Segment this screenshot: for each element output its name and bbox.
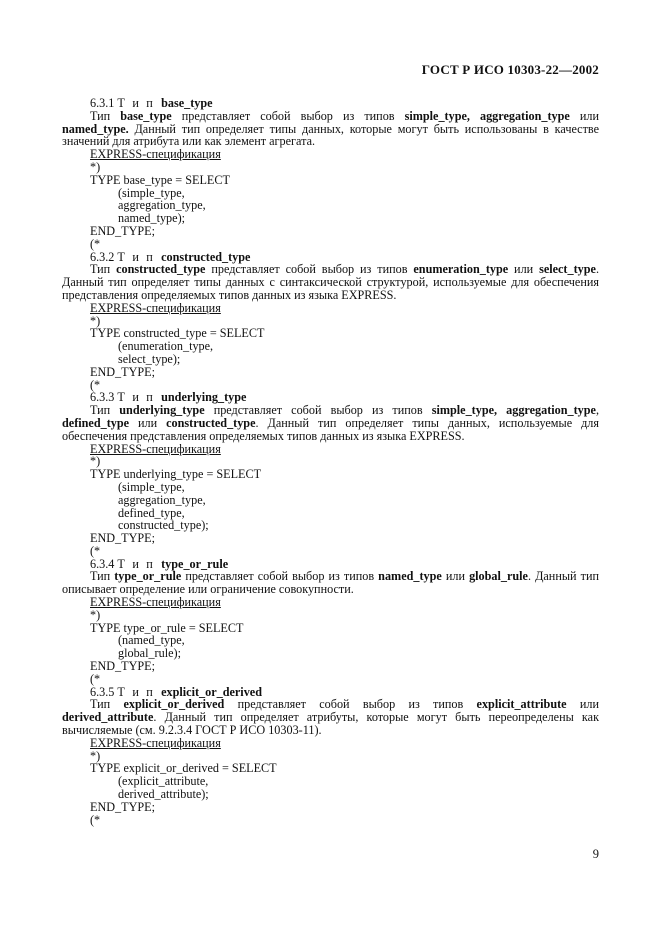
term: named_type. [62, 121, 129, 136]
term: simple_type, aggregation_type [404, 108, 570, 123]
express-spec-label: EXPRESS-спецификация [90, 441, 221, 456]
section-number: 6.3.1 [90, 96, 118, 110]
term: constructed_type [166, 415, 256, 430]
text-run: Тип [90, 697, 124, 712]
code-select-item: (enumeration_type, [118, 339, 214, 354]
section-type-word: Т и п [117, 390, 156, 405]
code-comment-end: *) [90, 454, 101, 469]
text-run: Тип [90, 569, 115, 584]
section-type-word: Т и п [117, 249, 156, 264]
section-6-3-4 [62, 558, 599, 686]
code-select-item: select_type); [118, 351, 181, 366]
term: constructed_type [116, 262, 206, 277]
section-type-name: explicit_or_derived [161, 684, 262, 699]
code-select-item: aggregation_type, [118, 492, 206, 507]
code-select-item: constructed_type); [118, 518, 209, 533]
code-comment-end: *) [90, 313, 101, 328]
text-run: или [569, 108, 599, 123]
text-run: , [595, 403, 600, 418]
spec-label-line [62, 302, 599, 315]
section-number: 6.3.2 [90, 249, 118, 264]
text-run: . Данный тип определяет типы данных, используемые для обеспечения представления определяемых типов данных из языка EXPRESS. [62, 415, 599, 443]
code-end-type: END_TYPE; [90, 364, 155, 379]
term: select_type [539, 262, 596, 277]
term: explicit_or_derived [123, 697, 225, 712]
section-type-word: Т и п [117, 96, 156, 110]
code-select-item: derived_attribute); [118, 787, 209, 802]
code-type-decl: TYPE base_type = SELECT [90, 172, 230, 187]
code-type-decl: TYPE underlying_type = SELECT [90, 467, 262, 482]
term: named_type [378, 569, 442, 584]
express-spec-label: EXPRESS-спецификация [90, 300, 221, 315]
term: enumeration_type [413, 262, 509, 277]
code-end-type: END_TYPE; [90, 223, 155, 238]
spec-label-line [62, 737, 599, 750]
text-run: . Данный тип определяет типы данных с синтаксической структурой, используемые для обеспечения представления определяемых типов данных из языка EXPRESS. [62, 262, 599, 302]
document-header: ГОСТ Р ИСО 10303-22—2002 [421, 62, 599, 77]
text-run: представляет собой выбор из типов [204, 403, 432, 418]
text-run: представляет собой выбор из типов [224, 697, 477, 712]
section-description [62, 404, 599, 442]
code-select-item: aggregation_type, [118, 198, 206, 213]
text-run: или [441, 569, 470, 584]
code-end-type: END_TYPE; [90, 659, 155, 674]
text-run: Данный тип определяет типы данных, которые могут быть использованы в качестве значений для атрибута или как элемент агрегата. [62, 121, 599, 149]
code-comment-end: *) [90, 607, 101, 622]
text-run: Тип [90, 403, 120, 418]
term: type_or_rule [114, 569, 182, 584]
code-end-type: END_TYPE; [90, 531, 155, 546]
spec-label-line [62, 443, 599, 456]
term: derived_attribute [62, 710, 154, 725]
section-type-word: Т и п [117, 556, 156, 571]
code-comment-start: (* [90, 236, 101, 251]
section-description [62, 110, 599, 148]
text-run: . Данный тип описывает определение или ограничение совокупности. [62, 569, 599, 597]
term: base_type [120, 108, 172, 123]
section-number: 6.3.4 [90, 556, 118, 571]
text-run: представляет собой выбор из типов [171, 108, 405, 123]
term: explicit_attribute [476, 697, 567, 712]
section-6-3-2 [62, 251, 599, 392]
code-select-item: (explicit_attribute, [118, 774, 209, 789]
code-comment-end: *) [90, 159, 101, 174]
text-run: . Данный тип определяет атрибуты, которые могут быть переопределены как вычисляемые (см. 9.2.3.4 ГОСТ Р ИСО 10303-11). [62, 710, 599, 738]
text-run: Тип [90, 108, 121, 123]
section-description [62, 698, 599, 736]
section-description [62, 263, 599, 301]
code-type-decl: TYPE constructed_type = SELECT [90, 326, 265, 341]
code-select-item: (simple_type, [118, 185, 185, 200]
code-select-item: named_type); [118, 211, 186, 226]
section-number: 6.3.5 [90, 684, 118, 699]
code-end-type: END_TYPE; [90, 799, 155, 814]
code-select-item: global_rule); [118, 646, 181, 661]
text-run: Тип [90, 262, 117, 277]
section-number: 6.3.3 [90, 390, 118, 405]
spec-label-line [62, 148, 599, 161]
term: global_rule [469, 569, 528, 584]
text-run: представляет собой выбор из типов [181, 569, 379, 584]
term: defined_type [62, 415, 130, 430]
express-spec-label: EXPRESS-спецификация [90, 735, 221, 750]
text-run: или [508, 262, 540, 277]
express-spec-label: EXPRESS-спецификация [90, 595, 221, 610]
code-select-item: defined_type, [118, 505, 185, 520]
code-comment-start: (* [90, 812, 101, 827]
section-type-name: constructed_type [161, 249, 251, 264]
section-6-3-5 [62, 686, 599, 827]
section-6-3-1 [62, 97, 599, 251]
section-description [62, 570, 599, 596]
term: simple_type, aggregation_type [431, 403, 596, 418]
code-comment-start: (* [90, 671, 101, 686]
section-6-3-3 [62, 391, 599, 557]
section-type-name: type_or_rule [161, 556, 229, 571]
document-body [62, 97, 599, 826]
section-type-name: base_type [161, 96, 213, 110]
code-comment-start: (* [90, 377, 101, 392]
term: underlying_type [119, 403, 205, 418]
code-type-decl: TYPE type_or_rule = SELECT [90, 620, 244, 635]
text-run: представляет собой выбор из типов [205, 262, 414, 277]
section-type-word: Т и п [117, 684, 156, 699]
section-type-name: underlying_type [161, 390, 247, 405]
code-select-item: (simple_type, [118, 479, 185, 494]
page-number: 9 [592, 847, 599, 861]
code-select-item: (named_type, [118, 633, 185, 648]
text-run: или [566, 697, 599, 712]
express-spec-label: EXPRESS-спецификация [90, 147, 221, 162]
code-type-decl: TYPE explicit_or_derived = SELECT [90, 761, 277, 776]
spec-label-line [62, 596, 599, 609]
code-comment-end: *) [90, 748, 101, 763]
code-comment-start: (* [90, 543, 101, 558]
text-run: или [129, 415, 167, 430]
